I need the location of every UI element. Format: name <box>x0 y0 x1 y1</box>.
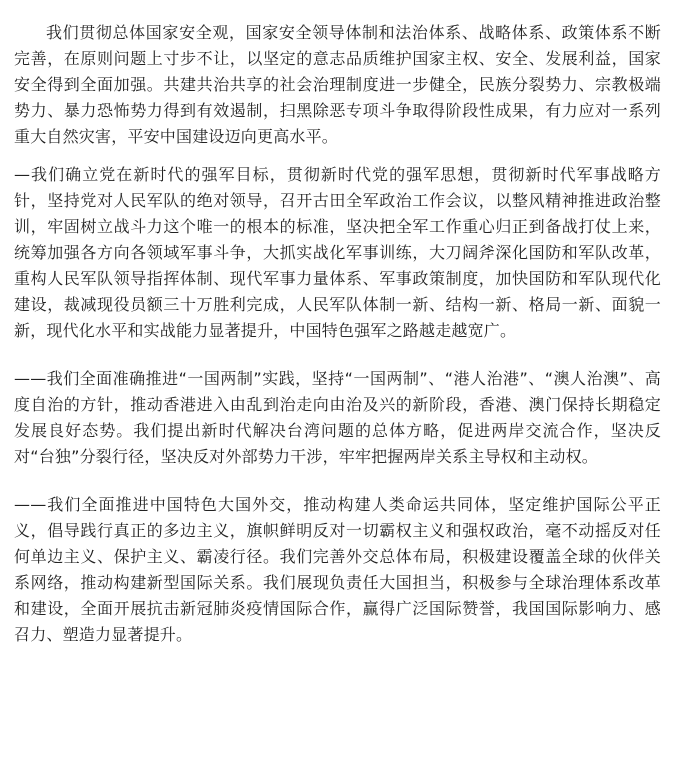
paragraph-one-country-two-systems: ——我们全面准确推进“一国两制”实践，坚持“一国两制”、“港人治港”、“澳人治澳”、高度自治的方针，推动香港进入由乱到治走向由治及兴的新阶段，香港、澳门保持长期稳定发展良好态势。我们提出新时代解决台湾问题的总体方略，促进两岸交流合作，坚决反对“台独”分裂行径，坚决反对外部势力干涉，牢牢把握两岸关系主导权和主动权。 <box>14 369 661 466</box>
paragraph-military: —我们确立党在新时代的强军目标，贯彻新时代党的强军思想，贯彻新时代军事战略方针，坚持党对人民军队的绝对领导，召开古田全军政治工作会议，以整风精神推进政治整训，牢固树立战斗力这个唯一的根本的标准，坚决把全军工作重心归正到备战打仗上来，统筹加强各方向各领域军事斗争，大抓实战化军事训练，大刀阔斧深化国防和军队改革，重构人民军队领导指挥体制、现代军事力量体系、军事政策制度，加快国防和军队现代化建设，裁减现役员额三十万胜利完成，人民军队体制一新、结构一新、格局一新、面貌一新，现代化水平和实战能力显著提升，中国特色强军之路越走越宽广。 <box>14 165 661 340</box>
paragraph-diplomacy: ——我们全面推进中国特色大国外交，推动构建人类命运共同体，坚定维护国际公平正义，倡导践行真正的多边主义，旗帜鲜明反对一切霸权主义和强权政治，毫不动摇反对任何单边主义、保护主义、霸凌行径。我们完善外交总体布局，积极建设覆盖全球的伙伴关系网络，推动构建新型国际关系。我们展现负责任大国担当，积极参与全球治理体系改革和建设，全面开展抗击新冠肺炎疫情国际合作，赢得广泛国际赞誉，我国国际影响力、感召力、塑造力显著提升。 <box>14 495 661 644</box>
paragraph-national-security: 我们贯彻总体国家安全观，国家安全领导体制和法治体系、战略体系、政策体系不断完善，在原则问题上寸步不让，以坚定的意志品质维护国家主权、安全、发展利益，国家安全得到全面加强。共建共治共享的社会治理制度进一步健全，民族分裂势力、宗教极端势力、暴力恐怖势力得到有效遏制，扫黑除恶专项斗争取得阶段性成果，有力应对一系列重大自然灾害，平安中国建设迈向更高水平。 <box>14 23 661 146</box>
